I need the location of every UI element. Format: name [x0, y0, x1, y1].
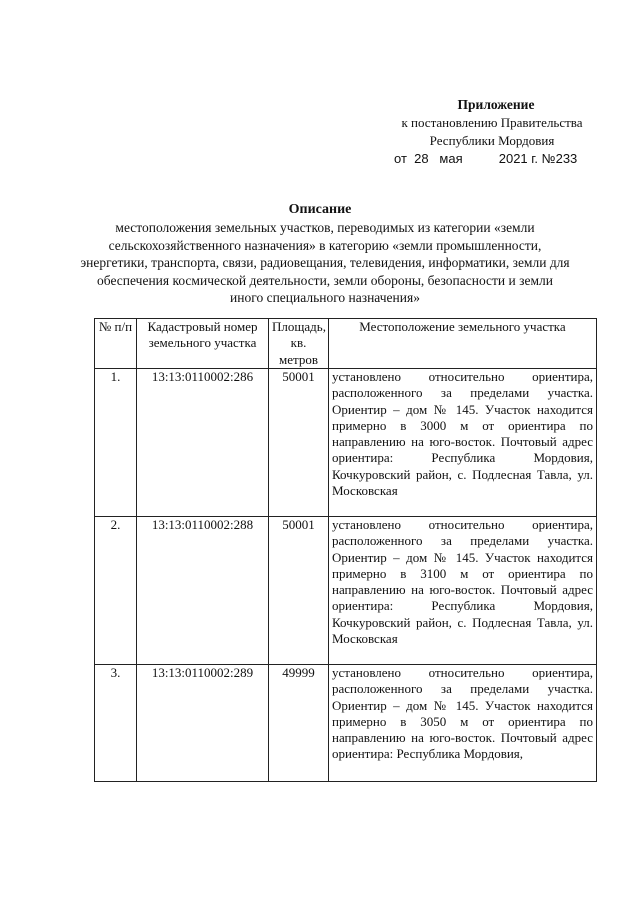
- appendix-line-2: Республики Мордовия: [429, 133, 555, 148]
- table-header-row: [95, 319, 597, 369]
- header-cadastral: Кадастровый номер земельного участка: [137, 319, 269, 369]
- row-cadastral: 13:13:0110002:286: [137, 369, 269, 517]
- row-area: 50001: [269, 369, 329, 517]
- row-cadastral: 13:13:0110002:288: [137, 517, 269, 665]
- row-number: 3.: [95, 665, 137, 782]
- description-title: Описание: [288, 202, 352, 217]
- row-location: установлено относительно ориентира, расположенного за пределами участка. Ориентир – дом № 145. Участок находится примерно в 3000 м от ориентира по направлению на юго-восток. Почтовый адрес ориентира: Республика Мордовия, Кочкуровский район, с. Подлесная Тавла, ул. Московская: [329, 369, 597, 517]
- table-row: [95, 665, 597, 782]
- appendix-line-1: к постановлению Правительства: [401, 115, 583, 130]
- row-number: 1.: [95, 369, 137, 517]
- header-location: Местоположение земельного участка: [329, 319, 597, 369]
- appendix-block: [372, 96, 612, 168]
- row-location: установлено относительно ориентира, расположенного за пределами участка. Ориентир – дом № 145. Участок находится примерно в 3050 м от ориентира по направлению на юго-восток. Почтовый адрес ориентира: Республика Мордовия,: [329, 665, 597, 782]
- header-area: Площадь, кв. метров: [269, 319, 329, 369]
- row-area: 50001: [269, 517, 329, 665]
- row-location: установлено относительно ориентира, расположенного за пределами участка. Ориентир – дом № 145. Участок находится примерно в 3100 м от ориентира по направлению на юго-восток. Почтовый адрес ориентира: Республика Мордовия, Кочкуровский район, с. Подлесная Тавла, ул. Московская: [329, 517, 597, 665]
- row-cadastral: 13:13:0110002:289: [137, 665, 269, 782]
- appendix-date-line: от 28 мая 2021 г. №233: [394, 151, 578, 166]
- row-area: 49999: [269, 665, 329, 782]
- table-row: [95, 369, 597, 517]
- row-number: 2.: [95, 517, 137, 665]
- header-number: № п/п: [95, 319, 137, 369]
- land-plots-table: [94, 318, 597, 782]
- appendix-title: Приложение: [457, 97, 535, 112]
- table-row: [95, 517, 597, 665]
- description-text: местоположения земельных участков, переводимых из категории «земли сельскохозяйственного назначения» в категорию «земли промышленности, энергетики, транспорта, связи, радиовещания, телевидения, информатики, земли для обеспечения космической деятельности, земли обороны, безопасности и земли иного специального назначения»: [80, 220, 570, 306]
